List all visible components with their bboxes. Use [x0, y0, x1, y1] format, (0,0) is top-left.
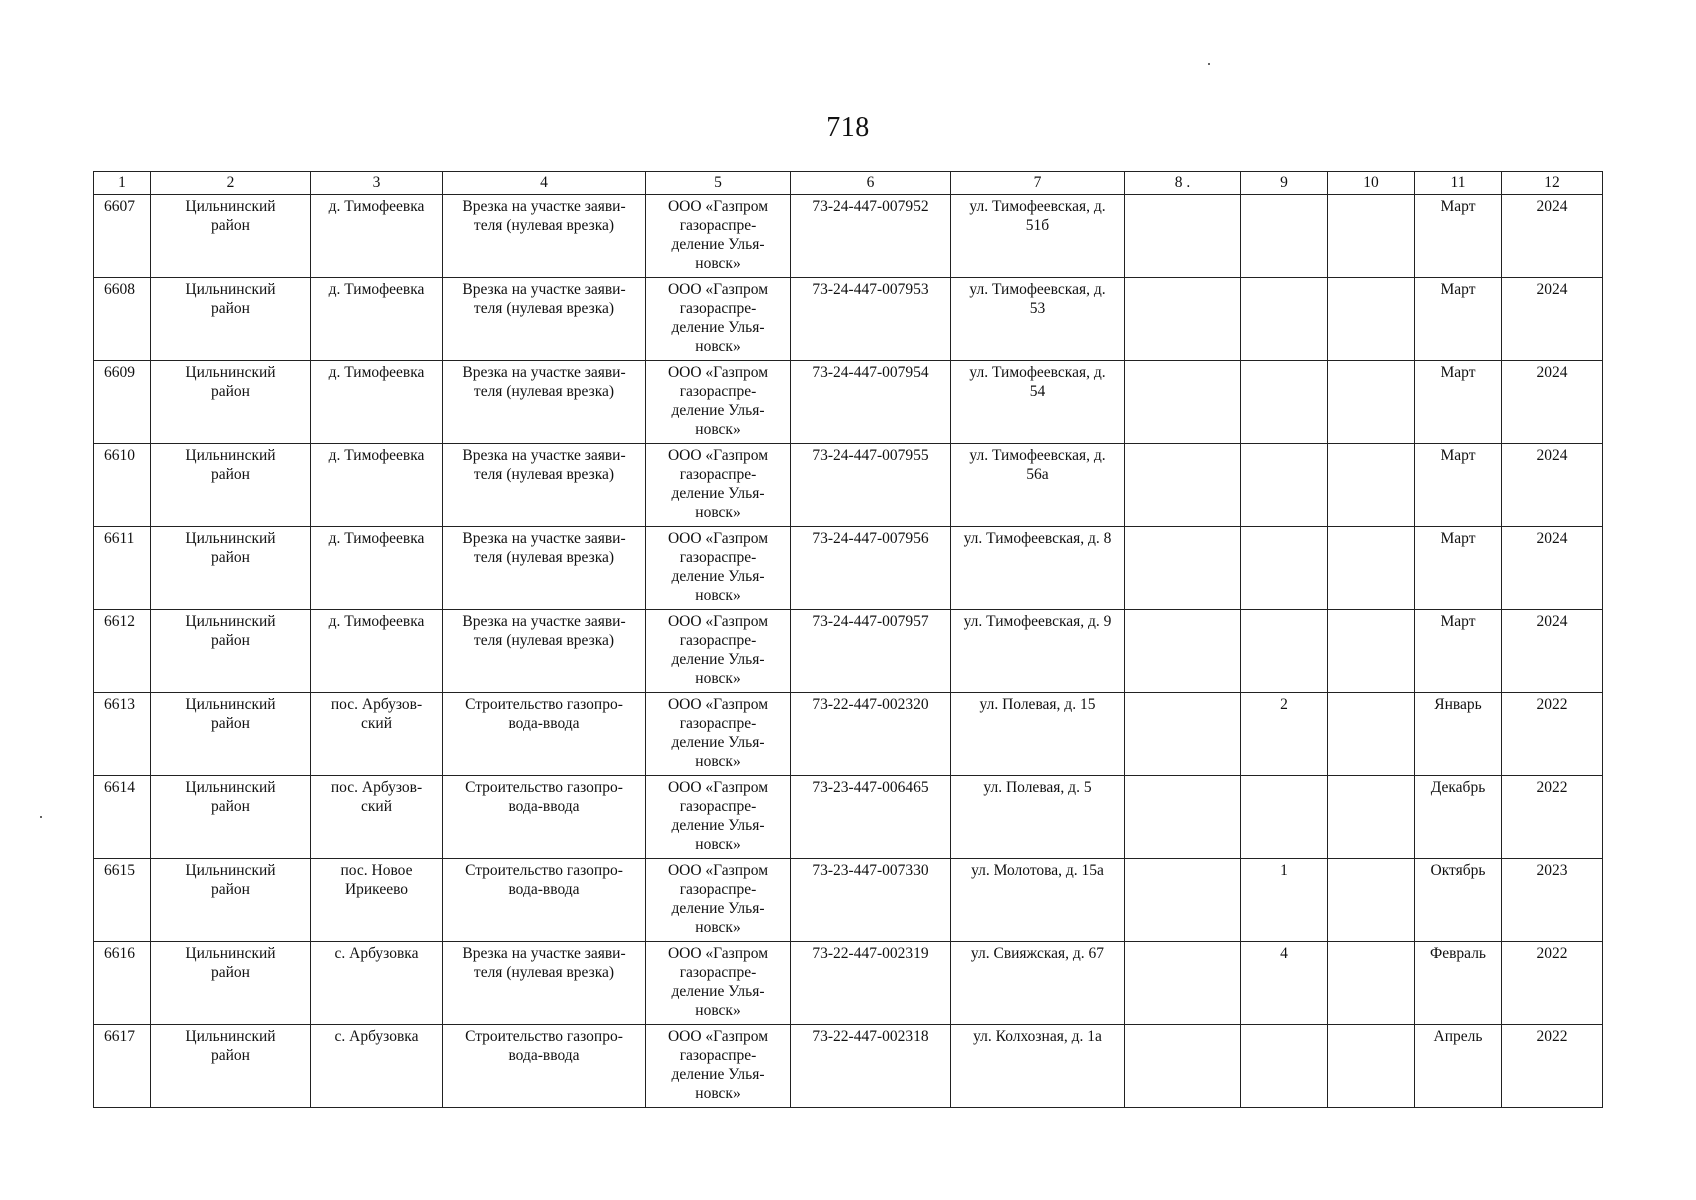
cell-district	[151, 444, 311, 527]
cell-year: 2024	[1502, 444, 1603, 527]
table-row	[94, 942, 1603, 1025]
settlement-text: д. Тимофеевка	[328, 364, 425, 381]
cell-column-9-value	[1241, 527, 1328, 610]
cell-month: Март	[1415, 610, 1502, 693]
cell-column-10-value	[1328, 1025, 1415, 1108]
work-type-text: Врезка на участке заяви-теля (нулевая врезка)	[462, 613, 626, 649]
column-header-6: 6	[791, 172, 951, 195]
cell-column-10-value	[1328, 942, 1415, 1025]
settlement-text: д. Тимофеевка	[328, 613, 425, 630]
address-text: ул. Тимофеевская, д. 9	[963, 613, 1112, 630]
cell-address	[951, 444, 1125, 527]
cell-column-8-value	[1125, 693, 1241, 776]
organization-text: ООО «Газпром газораспре-деление Улья-новск»	[667, 364, 769, 438]
cell-column-9-value	[1241, 1025, 1328, 1108]
cell-district	[151, 942, 311, 1025]
column-header-10: 10	[1328, 172, 1415, 195]
cell-column-9-value	[1241, 444, 1328, 527]
cell-record-number: 6614	[94, 776, 151, 859]
address-text: ул. Полевая, д. 5	[983, 779, 1092, 796]
address-text: ул. Полевая, д. 15	[979, 696, 1096, 713]
cell-column-9-value: 1	[1241, 859, 1328, 942]
address-text: ул. Тимофеевская, д. 54	[969, 364, 1106, 400]
cell-object-code: 73-22-447-002319	[791, 942, 951, 1025]
cell-address	[951, 278, 1125, 361]
cell-column-8-value	[1125, 1025, 1241, 1108]
work-type-text: Врезка на участке заяви-теля (нулевая врезка)	[462, 530, 626, 566]
table-row	[94, 527, 1603, 610]
work-type-text: Строительство газопро-вода-ввода	[465, 1028, 623, 1064]
work-type-text: Строительство газопро-вода-ввода	[465, 696, 623, 732]
organization-text: ООО «Газпром газораспре-деление Улья-новск»	[667, 779, 769, 853]
cell-column-9-value	[1241, 610, 1328, 693]
cell-month: Март	[1415, 278, 1502, 361]
cell-district	[151, 776, 311, 859]
organization-text: ООО «Газпром газораспре-деление Улья-новск»	[667, 862, 769, 936]
cell-organization	[646, 776, 791, 859]
address-text: ул. Свияжская, д. 67	[970, 945, 1105, 962]
gas-connection-registry-table	[93, 171, 1603, 1108]
settlement-text: с. Арбузовка	[334, 945, 419, 962]
organization-text: ООО «Газпром газораспре-деление Улья-новск»	[667, 1028, 769, 1102]
cell-month: Март	[1415, 361, 1502, 444]
cell-work-type	[443, 610, 646, 693]
cell-object-code: 73-23-447-006465	[791, 776, 951, 859]
organization-text: ООО «Газпром газораспре-деление Улья-новск»	[667, 945, 769, 1019]
cell-column-9-value	[1241, 776, 1328, 859]
cell-year: 2022	[1502, 1025, 1603, 1108]
cell-settlement	[311, 361, 443, 444]
cell-column-8-value	[1125, 610, 1241, 693]
settlement-text: д. Тимофеевка	[328, 447, 425, 464]
cell-address	[951, 942, 1125, 1025]
cell-month: Март	[1415, 527, 1502, 610]
cell-column-10-value	[1328, 610, 1415, 693]
cell-column-8-value	[1125, 195, 1241, 278]
cell-object-code: 73-23-447-007330	[791, 859, 951, 942]
work-type-text: Врезка на участке заяви-теля (нулевая врезка)	[462, 945, 626, 981]
cell-organization	[646, 693, 791, 776]
cell-settlement	[311, 610, 443, 693]
cell-object-code: 73-24-447-007955	[791, 444, 951, 527]
cell-column-10-value	[1328, 278, 1415, 361]
cell-year: 2022	[1502, 942, 1603, 1025]
settlement-text: пос. Новое Ирикеево	[340, 862, 413, 898]
column-header-5: 5	[646, 172, 791, 195]
cell-work-type	[443, 278, 646, 361]
cell-object-code: 73-22-447-002320	[791, 693, 951, 776]
cell-organization	[646, 859, 791, 942]
cell-district	[151, 610, 311, 693]
district-text: Цильнинский район	[185, 1028, 276, 1064]
cell-organization	[646, 195, 791, 278]
cell-address	[951, 776, 1125, 859]
address-text: ул. Тимофеевская, д. 56а	[969, 447, 1106, 483]
cell-year: 2024	[1502, 527, 1603, 610]
column-header-11: 11	[1415, 172, 1502, 195]
cell-settlement	[311, 776, 443, 859]
cell-month: Декабрь	[1415, 776, 1502, 859]
cell-organization	[646, 278, 791, 361]
cell-month: Март	[1415, 195, 1502, 278]
cell-work-type	[443, 361, 646, 444]
cell-district	[151, 859, 311, 942]
cell-column-9-value	[1241, 195, 1328, 278]
cell-column-8-value	[1125, 444, 1241, 527]
address-text: ул. Молотова, д. 15а	[971, 862, 1104, 879]
column-header-3: 3	[311, 172, 443, 195]
cell-settlement	[311, 1025, 443, 1108]
cell-settlement	[311, 444, 443, 527]
cell-settlement	[311, 195, 443, 278]
organization-text: ООО «Газпром газораспре-деление Улья-новск»	[667, 281, 769, 355]
table-row	[94, 610, 1603, 693]
column-number-row	[94, 172, 1603, 195]
cell-organization	[646, 942, 791, 1025]
cell-work-type	[443, 527, 646, 610]
address-text: ул. Тимофеевская, д. 53	[969, 281, 1106, 317]
cell-organization	[646, 444, 791, 527]
cell-district	[151, 693, 311, 776]
cell-work-type	[443, 776, 646, 859]
cell-work-type	[443, 195, 646, 278]
table-row	[94, 859, 1603, 942]
cell-year: 2024	[1502, 278, 1603, 361]
cell-year: 2024	[1502, 361, 1603, 444]
cell-column-10-value	[1328, 195, 1415, 278]
settlement-text: пос. Арбузов-ский	[330, 696, 423, 732]
settlement-text: пос. Арбузов-ский	[330, 779, 423, 815]
cell-record-number: 6616	[94, 942, 151, 1025]
settlement-text: с. Арбузовка	[334, 1028, 419, 1045]
cell-column-9-value: 4	[1241, 942, 1328, 1025]
cell-work-type	[443, 693, 646, 776]
cell-column-10-value	[1328, 527, 1415, 610]
cell-column-8-value	[1125, 527, 1241, 610]
cell-record-number: 6609	[94, 361, 151, 444]
cell-district	[151, 278, 311, 361]
cell-column-10-value	[1328, 859, 1415, 942]
cell-settlement	[311, 942, 443, 1025]
table-row	[94, 776, 1603, 859]
cell-record-number: 6617	[94, 1025, 151, 1108]
column-header-7: 7	[951, 172, 1125, 195]
cell-month: Апрель	[1415, 1025, 1502, 1108]
cell-object-code: 73-24-447-007954	[791, 361, 951, 444]
work-type-text: Строительство газопро-вода-ввода	[465, 862, 623, 898]
cell-district	[151, 527, 311, 610]
district-text: Цильнинский район	[185, 530, 276, 566]
cell-year: 2023	[1502, 859, 1603, 942]
cell-column-8-value	[1125, 361, 1241, 444]
cell-column-8-value	[1125, 278, 1241, 361]
cell-record-number: 6613	[94, 693, 151, 776]
district-text: Цильнинский район	[185, 696, 276, 732]
table-row	[94, 1025, 1603, 1108]
cell-address	[951, 693, 1125, 776]
cell-organization	[646, 610, 791, 693]
registry-body	[94, 195, 1603, 1108]
table-row	[94, 693, 1603, 776]
work-type-text: Врезка на участке заяви-теля (нулевая врезка)	[462, 447, 626, 483]
cell-address	[951, 859, 1125, 942]
cell-work-type	[443, 444, 646, 527]
cell-address	[951, 361, 1125, 444]
work-type-text: Врезка на участке заяви-теля (нулевая врезка)	[462, 281, 626, 317]
cell-record-number: 6610	[94, 444, 151, 527]
work-type-text: Врезка на участке заяви-теля (нулевая врезка)	[462, 364, 626, 400]
district-text: Цильнинский район	[185, 945, 276, 981]
cell-column-9-value	[1241, 278, 1328, 361]
cell-column-10-value	[1328, 776, 1415, 859]
cell-column-10-value	[1328, 693, 1415, 776]
scan-speck	[40, 816, 42, 818]
cell-month: Февраль	[1415, 942, 1502, 1025]
cell-address	[951, 1025, 1125, 1108]
cell-address	[951, 610, 1125, 693]
cell-settlement	[311, 859, 443, 942]
column-header-2: 2	[151, 172, 311, 195]
cell-column-9-value: 2	[1241, 693, 1328, 776]
cell-settlement	[311, 693, 443, 776]
cell-settlement	[311, 278, 443, 361]
cell-object-code: 73-24-447-007953	[791, 278, 951, 361]
address-text: ул. Тимофеевская, д. 8	[963, 530, 1112, 547]
scan-speck	[1208, 63, 1210, 65]
cell-settlement	[311, 527, 443, 610]
address-text: ул. Тимофеевская, д. 51б	[969, 198, 1106, 234]
district-text: Цильнинский район	[185, 862, 276, 898]
cell-column-8-value	[1125, 859, 1241, 942]
district-text: Цильнинский район	[185, 198, 276, 234]
cell-district	[151, 361, 311, 444]
organization-text: ООО «Газпром газораспре-деление Улья-новск»	[667, 447, 769, 521]
cell-organization	[646, 1025, 791, 1108]
cell-year: 2022	[1502, 776, 1603, 859]
table-row	[94, 278, 1603, 361]
cell-record-number: 6612	[94, 610, 151, 693]
cell-organization	[646, 527, 791, 610]
cell-work-type	[443, 859, 646, 942]
work-type-text: Строительство газопро-вода-ввода	[465, 779, 623, 815]
district-text: Цильнинский район	[185, 447, 276, 483]
organization-text: ООО «Газпром газораспре-деление Улья-новск»	[667, 613, 769, 687]
column-header-4: 4	[443, 172, 646, 195]
column-header-9: 9	[1241, 172, 1328, 195]
cell-year: 2024	[1502, 610, 1603, 693]
table-row	[94, 444, 1603, 527]
cell-district	[151, 1025, 311, 1108]
settlement-text: д. Тимофеевка	[328, 281, 425, 298]
column-header-8: 8 .	[1125, 172, 1241, 195]
settlement-text: д. Тимофеевка	[328, 530, 425, 547]
cell-organization	[646, 361, 791, 444]
cell-column-8-value	[1125, 942, 1241, 1025]
table-row	[94, 361, 1603, 444]
cell-object-code: 73-22-447-002318	[791, 1025, 951, 1108]
column-header-1: 1	[94, 172, 151, 195]
district-text: Цильнинский район	[185, 779, 276, 815]
cell-column-8-value	[1125, 776, 1241, 859]
cell-record-number: 6615	[94, 859, 151, 942]
cell-year: 2022	[1502, 693, 1603, 776]
cell-district	[151, 195, 311, 278]
cell-column-10-value	[1328, 444, 1415, 527]
cell-object-code: 73-24-447-007956	[791, 527, 951, 610]
district-text: Цильнинский район	[185, 364, 276, 400]
cell-work-type	[443, 1025, 646, 1108]
district-text: Цильнинский район	[185, 613, 276, 649]
cell-month: Январь	[1415, 693, 1502, 776]
district-text: Цильнинский район	[185, 281, 276, 317]
cell-year: 2024	[1502, 195, 1603, 278]
column-header-12: 12	[1502, 172, 1603, 195]
cell-work-type	[443, 942, 646, 1025]
settlement-text: д. Тимофеевка	[328, 198, 425, 215]
cell-record-number: 6611	[94, 527, 151, 610]
cell-address	[951, 195, 1125, 278]
cell-month: Март	[1415, 444, 1502, 527]
cell-column-9-value	[1241, 361, 1328, 444]
address-text: ул. Колхозная, д. 1а	[973, 1028, 1102, 1045]
cell-record-number: 6608	[94, 278, 151, 361]
organization-text: ООО «Газпром газораспре-деление Улья-новск»	[667, 696, 769, 770]
page-number: 718	[826, 112, 870, 143]
organization-text: ООО «Газпром газораспре-деление Улья-новск»	[667, 198, 769, 272]
organization-text: ООО «Газпром газораспре-деление Улья-новск»	[667, 530, 769, 604]
cell-month: Октябрь	[1415, 859, 1502, 942]
cell-record-number: 6607	[94, 195, 151, 278]
cell-column-10-value	[1328, 361, 1415, 444]
cell-object-code: 73-24-447-007957	[791, 610, 951, 693]
cell-object-code: 73-24-447-007952	[791, 195, 951, 278]
work-type-text: Врезка на участке заяви-теля (нулевая врезка)	[462, 198, 626, 234]
cell-address	[951, 527, 1125, 610]
table-row	[94, 195, 1603, 278]
